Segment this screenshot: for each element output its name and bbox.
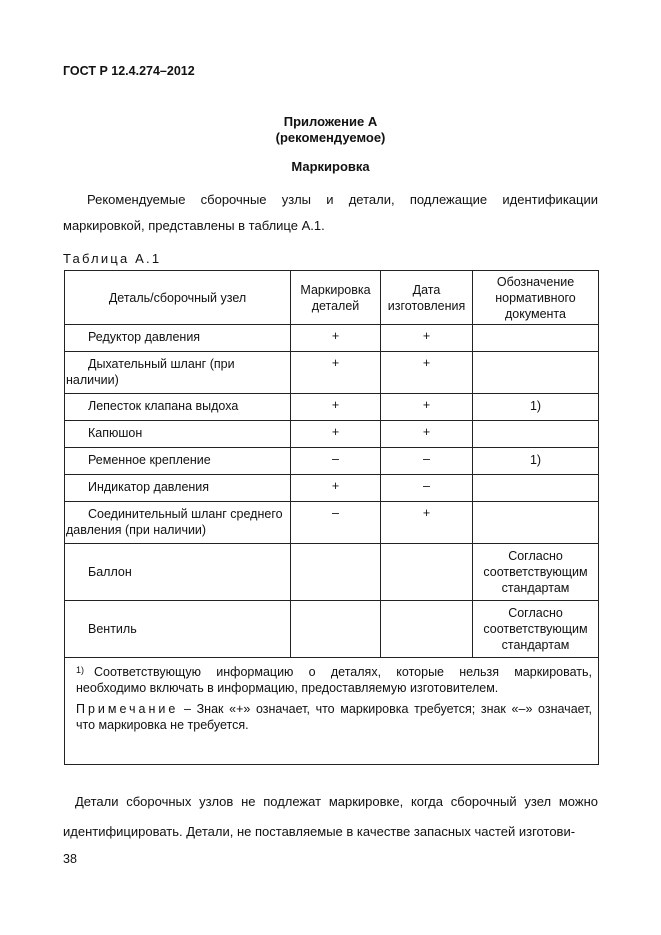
table-row — [65, 475, 599, 502]
header-marking: Маркировка деталей — [291, 271, 381, 325]
cell-date: – — [381, 448, 473, 475]
cell-part: Вентиль — [65, 601, 291, 658]
cell-part: Соединительный шланг среднего давления (при наличии) — [65, 502, 291, 544]
header-date: Дата изготовления — [381, 271, 473, 325]
table-row — [65, 421, 599, 448]
annex-title: Приложение А — [283, 114, 378, 129]
cell-document — [473, 475, 599, 502]
cell-part: Баллон — [65, 544, 291, 601]
cell-part: Лепесток клапана выдоха — [65, 394, 291, 421]
cell-part: Дыхательный шланг (при наличии) — [65, 352, 291, 394]
cell-part: Индикатор давления — [65, 475, 291, 502]
footnote-text: Соответствующую информацию о деталях, которые нельзя маркировать, необходимо включать в информацию, предоставляемую изготовителем. — [76, 665, 592, 695]
cell-date — [381, 601, 473, 658]
cell-document — [473, 502, 599, 544]
cell-marking — [291, 544, 381, 601]
cell-marking — [291, 601, 381, 658]
cell-date: + — [381, 325, 473, 352]
cell-date: + — [381, 421, 473, 448]
header-document: Обозначение нормативного документа — [473, 271, 599, 325]
cell-document: 1) — [473, 448, 599, 475]
cell-document: Согласно соответствующим стандартам — [473, 544, 599, 601]
cell-document: Согласно соответствующим стандартам — [473, 601, 599, 658]
cell-marking: + — [291, 421, 381, 448]
note-text: – Знак «+» означает, что маркировка требуется; знак «–» означает, что маркировка не требуется. — [76, 702, 592, 732]
cell-part: Ременное крепление — [65, 448, 291, 475]
table-row — [65, 325, 599, 352]
table-notes — [65, 658, 599, 765]
cell-date: + — [381, 394, 473, 421]
table-row — [65, 601, 599, 658]
table-row — [65, 394, 599, 421]
footnote-mark: 1) — [76, 665, 85, 675]
table-header-row — [65, 271, 599, 325]
cell-document — [473, 352, 599, 394]
header-part: Деталь/сборочный узел — [65, 271, 291, 325]
cell-marking: + — [291, 325, 381, 352]
table-row — [65, 502, 599, 544]
annex-subtitle: (рекомендуемое) — [275, 130, 386, 145]
note-label: Примечание — [76, 702, 179, 716]
cell-date: + — [381, 352, 473, 394]
marking-table — [64, 270, 599, 765]
cell-date: + — [381, 502, 473, 544]
table-row — [65, 352, 599, 394]
table-footnote — [76, 664, 592, 696]
cell-date — [381, 544, 473, 601]
table-note — [76, 701, 592, 733]
cell-part: Редуктор давления — [65, 325, 291, 352]
section-title: Маркировка — [291, 159, 370, 174]
cell-marking: + — [291, 352, 381, 394]
standard-code: ГОСТ Р 12.4.274–2012 — [63, 64, 195, 78]
cell-document — [473, 421, 599, 448]
cell-document — [473, 325, 599, 352]
cell-marking: + — [291, 394, 381, 421]
page-number: 38 — [63, 852, 77, 866]
cell-marking: + — [291, 475, 381, 502]
cell-part: Капюшон — [65, 421, 291, 448]
cell-document: 1) — [473, 394, 599, 421]
table-row — [65, 544, 599, 601]
intro-paragraph: Рекомендуемые сборочные узлы и детали, подлежащие идентификации маркировкой, представлены в таблице А.1. — [63, 192, 598, 233]
closing-paragraph: Детали сборочных узлов не подлежат маркировке, когда сборочный узел можно идентифицировать. Детали, не поставляемые в качестве запасных частей изготови- — [63, 794, 598, 839]
cell-marking: – — [291, 502, 381, 544]
cell-date: – — [381, 475, 473, 502]
table-caption: Таблица А.1 — [63, 251, 162, 266]
cell-marking: – — [291, 448, 381, 475]
table-notes-row — [65, 658, 599, 765]
table-row — [65, 448, 599, 475]
